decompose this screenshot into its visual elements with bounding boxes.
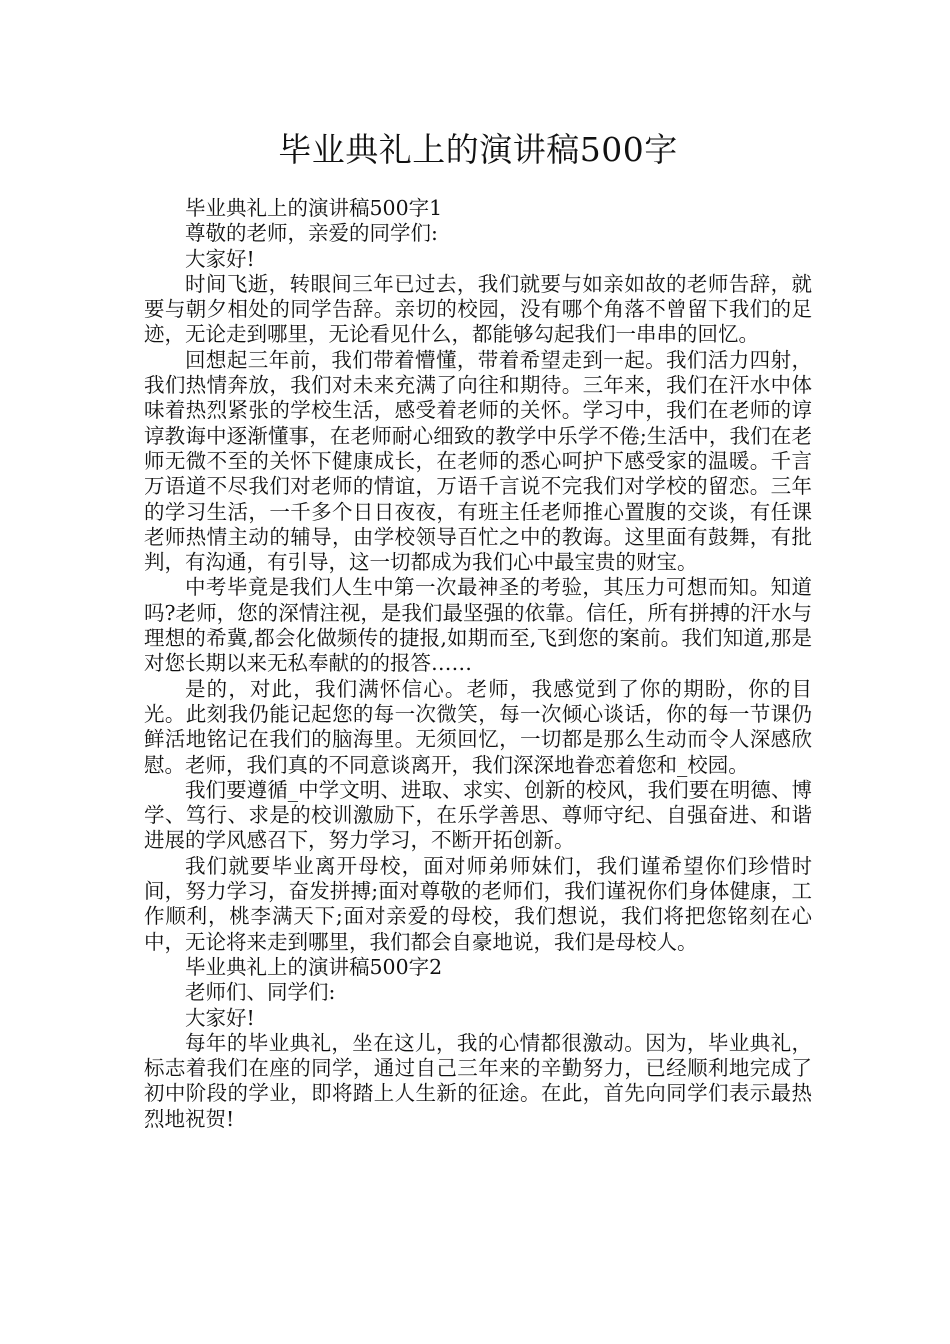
- body-paragraph: 是的，对此，我们满怀信心。老师，我感觉到了你的期盼，你的目光。此刻我仍能记起您的每一次微笑，每一次倾心谈话，你的每一节课仍鲜活地铭记在我们的脑海里。无须回忆，一切都是那么生动而令人深感欣慰。老师，我们真的不同意谈离开，我们深深地眷恋着您和_校园。: [144, 676, 812, 777]
- section-heading-1: 毕业典礼上的演讲稿500字1: [185, 196, 443, 220]
- body-paragraph: 回想起三年前，我们带着懵懂，带着希望走到一起。我们活力四射，我们热情奔放，我们对未来充满了向往和期待。三年来，我们在汗水中体味着热烈紧张的学校生活，感受着老师的关怀。学习中，我们在老师的谆谆教诲中逐渐懂事，在老师耐心细致的教学中乐学不倦;生活中，我们在老师无微不至的关怀下健康成长，在老师的悉心呵护下感受家的温暖。千言万语道不尽我们对老师的情谊，万语千言说不完我们对学校的留恋。三年的学习生活，一千多个日日夜夜，有班主任老师推心置腹的交谈，有任课老师热情主动的辅导，由学校领导百忙之中的教诲。这里面有鼓舞，有批判，有沟通，有引导，这一切都成为我们心中最宝贵的财宝。: [144, 347, 812, 575]
- salutation-2: 老师们、同学们:: [185, 980, 336, 1005]
- body-paragraph: 每年的毕业典礼，坐在这儿，我的心情都很激动。因为，毕业典礼，标志着我们在座的同学，通过自己三年来的辛勤努力，已经顺利地完成了初中阶段的学业，即将踏上人生新的征途。在此，首先向同学们表示最热烈地祝贺!: [144, 1030, 812, 1131]
- document-title: 毕业典礼上的演讲稿500字: [278, 130, 678, 169]
- body-paragraph: 中考毕竟是我们人生中第一次最神圣的考验，其压力可想而知。知道吗?老师，您的深情注视，是我们最坚强的依靠。信任，所有拼搏的汗水与理想的希冀,都会化做频传的捷报,如期而至,飞到您的案前。我们知道,那是对您长期以来无私奉献的的报答……: [144, 575, 812, 676]
- greeting-1: 大家好!: [185, 246, 255, 271]
- body-paragraph: 时间飞逝，转眼间三年已过去，我们就要与如亲如故的老师告辞，就要与朝夕相处的同学告辞。亲切的校园，没有哪个角落不曾留下我们的足迹，无论走到哪里，无论看见什么，都能够勾起我们一串串的回忆。: [144, 271, 812, 347]
- section-heading-2: 毕业典礼上的演讲稿500字2: [185, 954, 443, 979]
- greeting-2: 大家好!: [185, 1005, 255, 1030]
- body-paragraph: 我们要遵循_中学文明、进取、求实、创新的校风，我们要在明德、博学、笃行、求是的校训激励下，在乐学善思、尊师守纪、自强奋进、和谐进展的学风感召下，努力学习，不断开拓创新。: [144, 777, 812, 853]
- body-paragraph: 我们就要毕业离开母校，面对师弟师妹们，我们谨希望你们珍惜时间，努力学习，奋发拼搏;面对尊敬的老师们，我们谨祝你们身体健康，工作顺利，桃李满天下;面对亲爱的母校，我们想说，我们将把您铭刻在心中，无论将来走到哪里，我们都会自豪地说，我们是母校人。: [144, 853, 812, 954]
- salutation-1: 尊敬的老师，亲爱的同学们:: [185, 221, 438, 246]
- document-page: [144, 126, 812, 1132]
